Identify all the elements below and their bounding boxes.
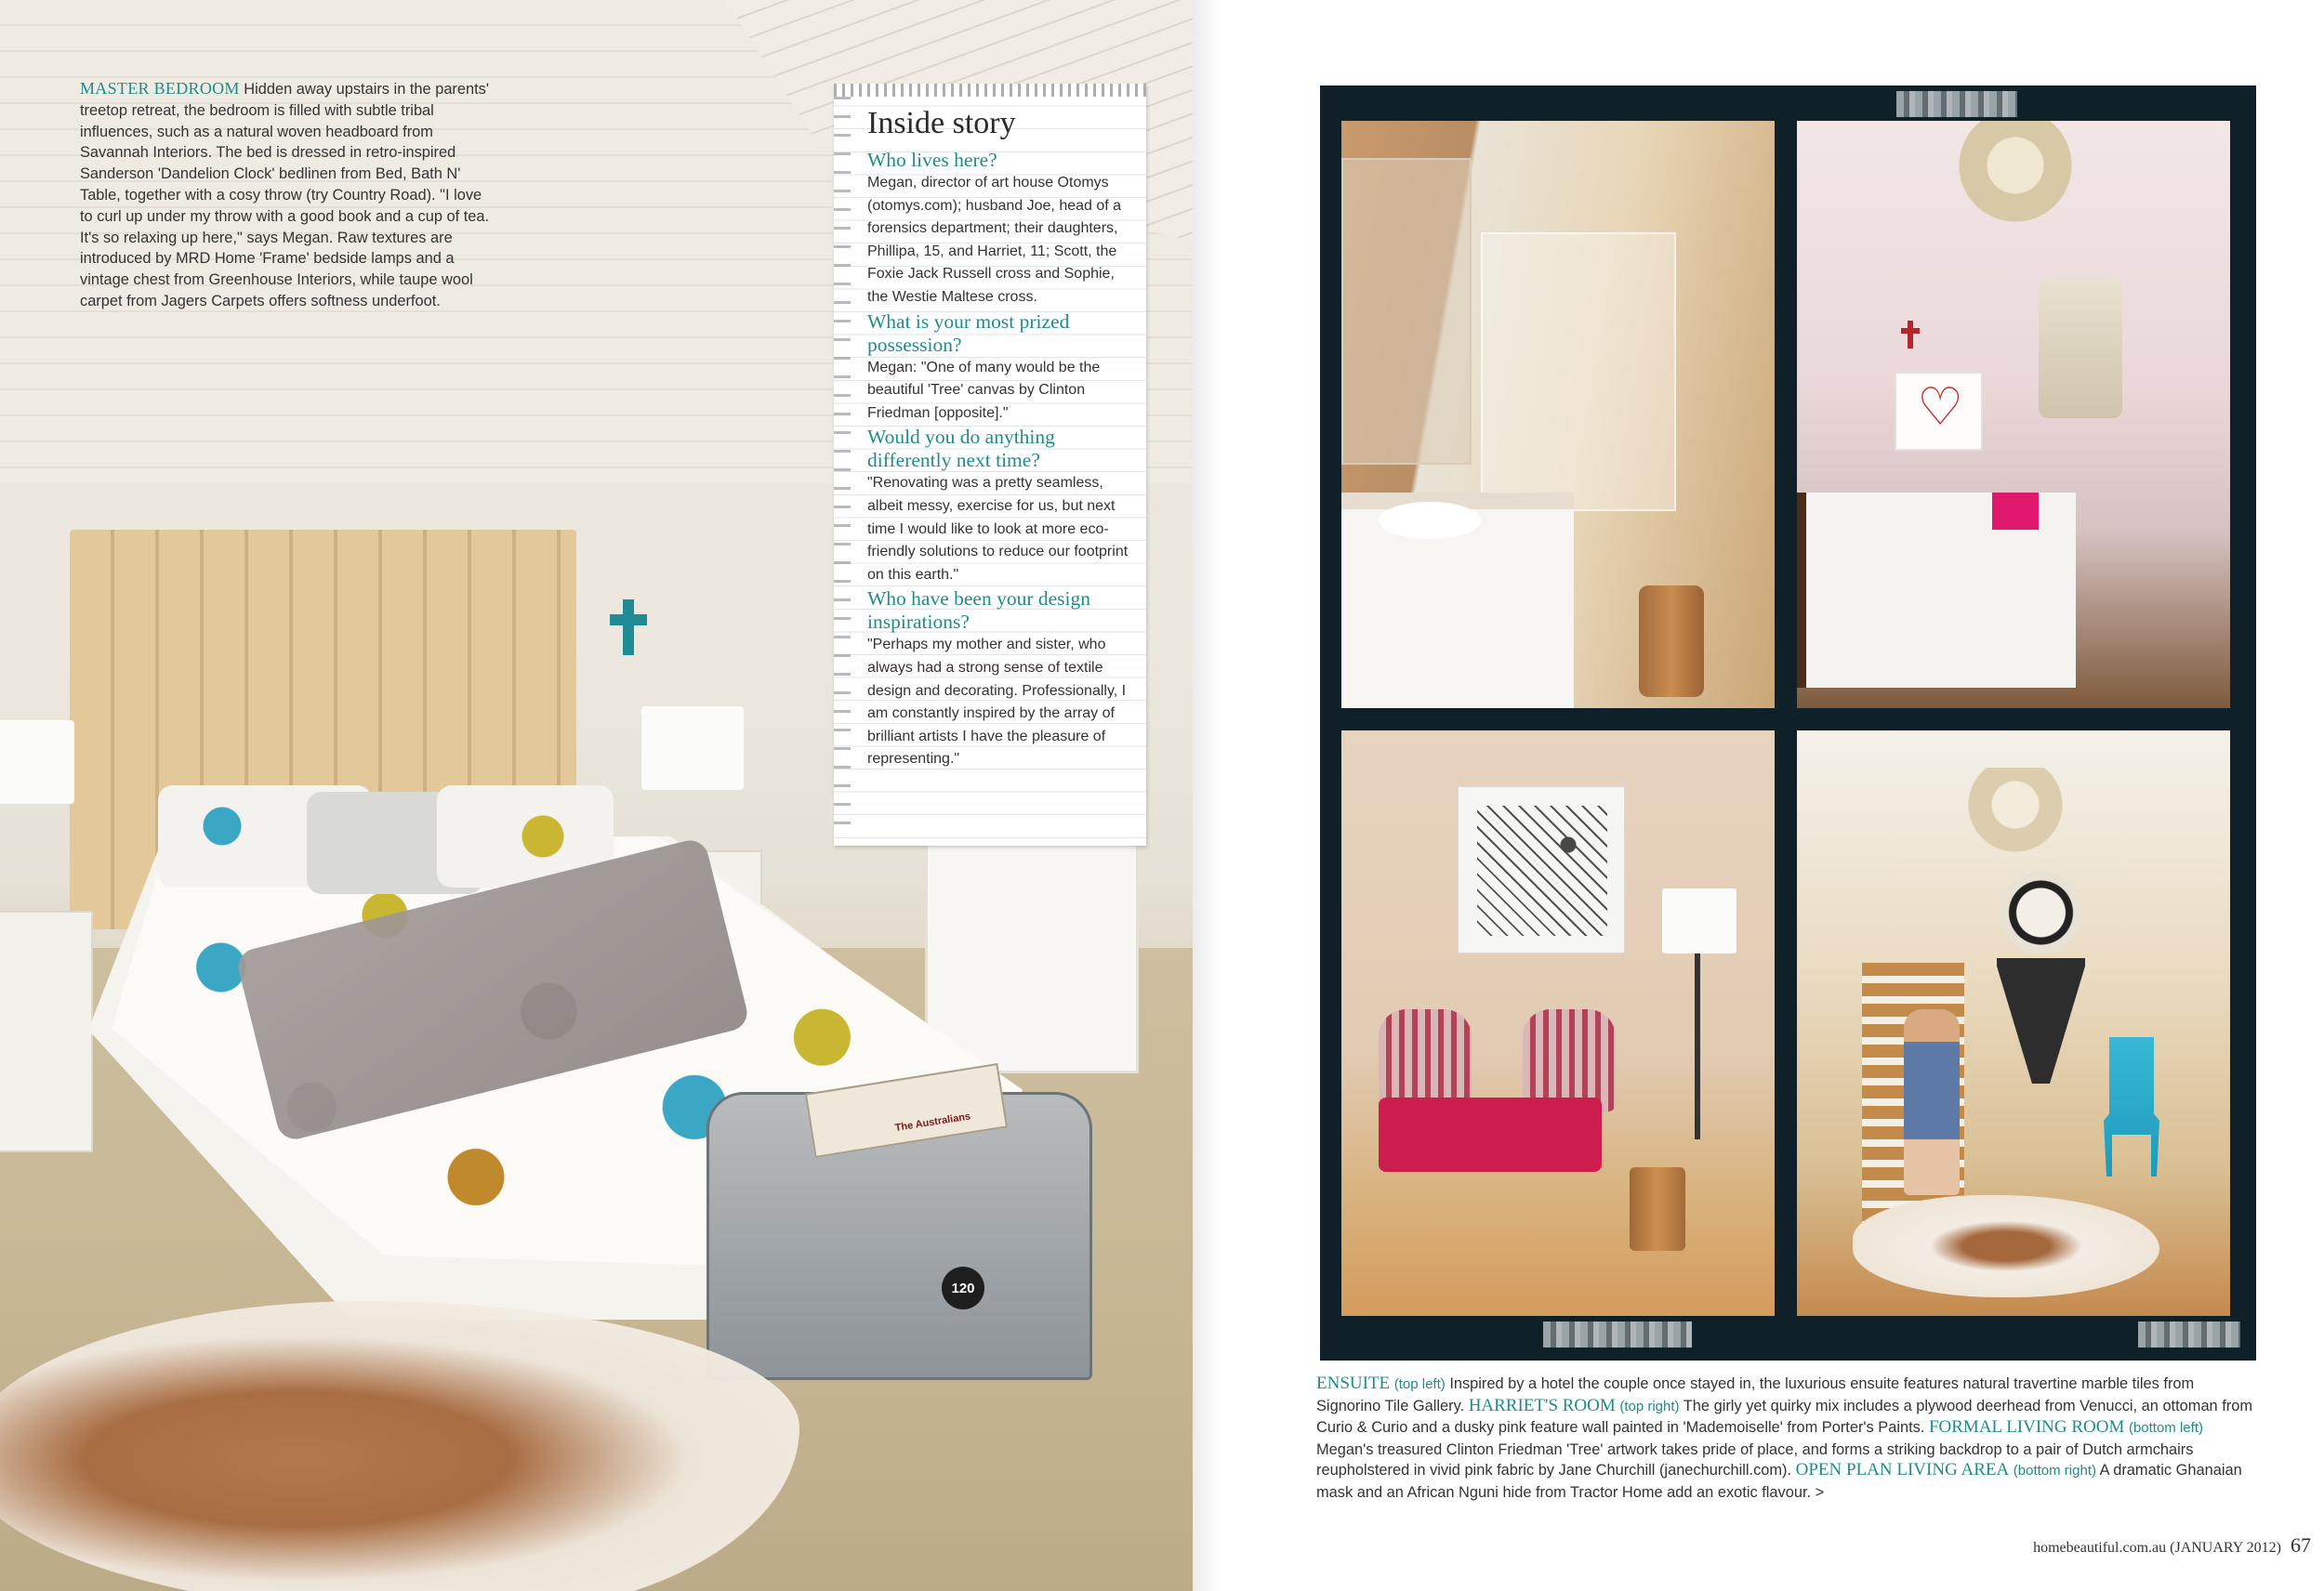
harriets-room-photo xyxy=(1797,121,2230,708)
floor-lamp xyxy=(1662,888,1736,953)
bedside-lamp xyxy=(0,720,74,804)
chandelier xyxy=(1955,121,2076,232)
answer: Megan, director of art house Otomys (otomys.com); husband Joe, head of a forensics department; their daughters, Phillipa, 15, and Harriet, 11; Scott, the Foxie Jack Russell cross and Sophie, the Westie Maltese cross. xyxy=(867,175,1122,305)
master-bedroom-caption xyxy=(80,78,498,312)
caption-text: Hidden away upstairs in the parents' treetop retreat, the bedroom is filled with subtle tribal influences, such as a natural woven headboard from Savannah Interiors. The bed is dressed in retro-inspired Sanderson 'Dandelion Clock' bedlinen from Bed, Bath N' Table, together with a cosy throw (try Country Road). "I love to curl up under my throw with a good book and a cup of tea. It's so relaxing up here," says Megan. Raw textures are introduced by MRD Home 'Frame' bedside lamps and a vintage chest from Greenhouse Interiors, while taupe wool carpet from Jagers Carpets offers softness underfoot. xyxy=(80,81,490,309)
answer: "Renovating was a pretty seamless, albeit messy, exercise for us, but next time I would like to look at more eco-friendly solutions to reduce our footprint on this earth." xyxy=(867,475,1129,583)
page-gutter xyxy=(1193,0,1219,1591)
wall-cross-icon xyxy=(610,599,647,655)
formal-living-photo xyxy=(1341,730,1775,1316)
nguni-hide xyxy=(1853,1195,2159,1297)
pixelated-mark xyxy=(1896,91,2017,117)
red-cross-icon xyxy=(1901,321,1920,348)
timber-stump xyxy=(1630,1167,1685,1251)
cowhide-rug xyxy=(0,1301,799,1591)
caption-position: (bottom right) xyxy=(2013,1463,2096,1479)
book-title: The Australians xyxy=(893,1111,971,1135)
timber-stool xyxy=(1639,585,1704,697)
caption-kicker: FORMAL LIVING ROOM xyxy=(1928,1417,2125,1437)
tree-artwork xyxy=(1458,786,1625,953)
inside-story-note xyxy=(834,84,1146,846)
caption-kicker: OPEN PLAN LIVING AREA xyxy=(1795,1460,2010,1479)
chandelier xyxy=(1964,768,2067,861)
question: Who have been your design inspirations? xyxy=(867,587,1091,634)
glass-shower xyxy=(1481,232,1676,511)
page-folio xyxy=(2033,1533,2311,1558)
pink-cushion xyxy=(1992,493,2039,530)
spiral-binding xyxy=(834,84,1146,97)
answer: Megan: "One of many would be the beautiful 'Tree' canvas by Clinton Friedman [opposite]." xyxy=(867,359,1101,421)
bedside-lamp xyxy=(641,706,744,790)
caption-kicker: ENSUITE xyxy=(1316,1374,1391,1393)
caption-kicker: MASTER BEDROOM xyxy=(80,79,240,98)
question: Would you do anything differently next time? xyxy=(867,426,1055,472)
caption-position: (top right) xyxy=(1619,1398,1680,1414)
door xyxy=(925,841,1139,1073)
caption-kicker: HARRIET'S ROOM xyxy=(1468,1395,1616,1415)
plywood-deerhead xyxy=(2039,279,2122,418)
chest-label: 120 xyxy=(942,1267,984,1309)
pixelated-mark xyxy=(1543,1321,1692,1348)
photo-grid-caption xyxy=(1316,1374,2261,1503)
open-plan-photo xyxy=(1797,730,2230,1316)
bedside-table xyxy=(0,911,93,1152)
pink-armchair xyxy=(1523,1009,1616,1111)
caption-text: The girly yet quirky mix includes a plywood deerhead from Venucci, an ottoman from Curio & Curio and a dusky pink feature wall painted in 'Mademoiselle' from Porter's Paints. xyxy=(1316,1397,2253,1436)
folio-site: homebeautiful.com.au xyxy=(2033,1540,2167,1556)
caption-text: Inspired by a hotel the couple once stayed in, the luxurious ensuite features natural travertine marble tiles from Signorino Tile Gallery. xyxy=(1316,1375,2195,1414)
caption-position: (top left) xyxy=(1393,1376,1446,1392)
child-figure xyxy=(1904,1009,1960,1195)
basin xyxy=(1379,502,1481,539)
inside-story-title: Inside story xyxy=(867,106,1016,140)
ghanaian-mask xyxy=(1997,870,2085,1084)
heart-canvas xyxy=(1895,372,1983,451)
caption-position: (bottom left) xyxy=(2128,1420,2203,1436)
answer: "Perhaps my mother and sister, who always had a strong sense of textile design and decorating. Professionally, I am constantly inspired by the array of brilliant artists I have the pleasure of representing." xyxy=(867,637,1127,768)
ensuite-photo xyxy=(1341,121,1775,708)
spiral-holes xyxy=(834,97,851,831)
folio-issue: (JANUARY 2012) xyxy=(2170,1540,2281,1556)
pixelated-mark xyxy=(2138,1321,2240,1348)
blue-chair xyxy=(2104,1037,2159,1177)
question: What is your most prized possession? xyxy=(867,309,1070,356)
page-number: 67 xyxy=(2291,1533,2311,1557)
floor-lamp-stand xyxy=(1695,953,1700,1139)
caption-text: Megan's treasured Clinton Friedman 'Tree' artwork takes pride of place, and forms a striking backdrop to a pair of Dutch armchairs reupholstered in vivid pink fabric by Jane Churchill (janechurchill.com). xyxy=(1316,1440,2194,1479)
question: Who lives here? xyxy=(867,149,997,171)
pink-armchair xyxy=(1379,1009,1472,1111)
caption-text: A dramatic Ghanaian mask and an African Nguni hide from Tractor Home add an exotic flavour. > xyxy=(1316,1462,2242,1501)
pink-ottoman xyxy=(1379,1098,1602,1172)
mirror xyxy=(1341,158,1472,465)
